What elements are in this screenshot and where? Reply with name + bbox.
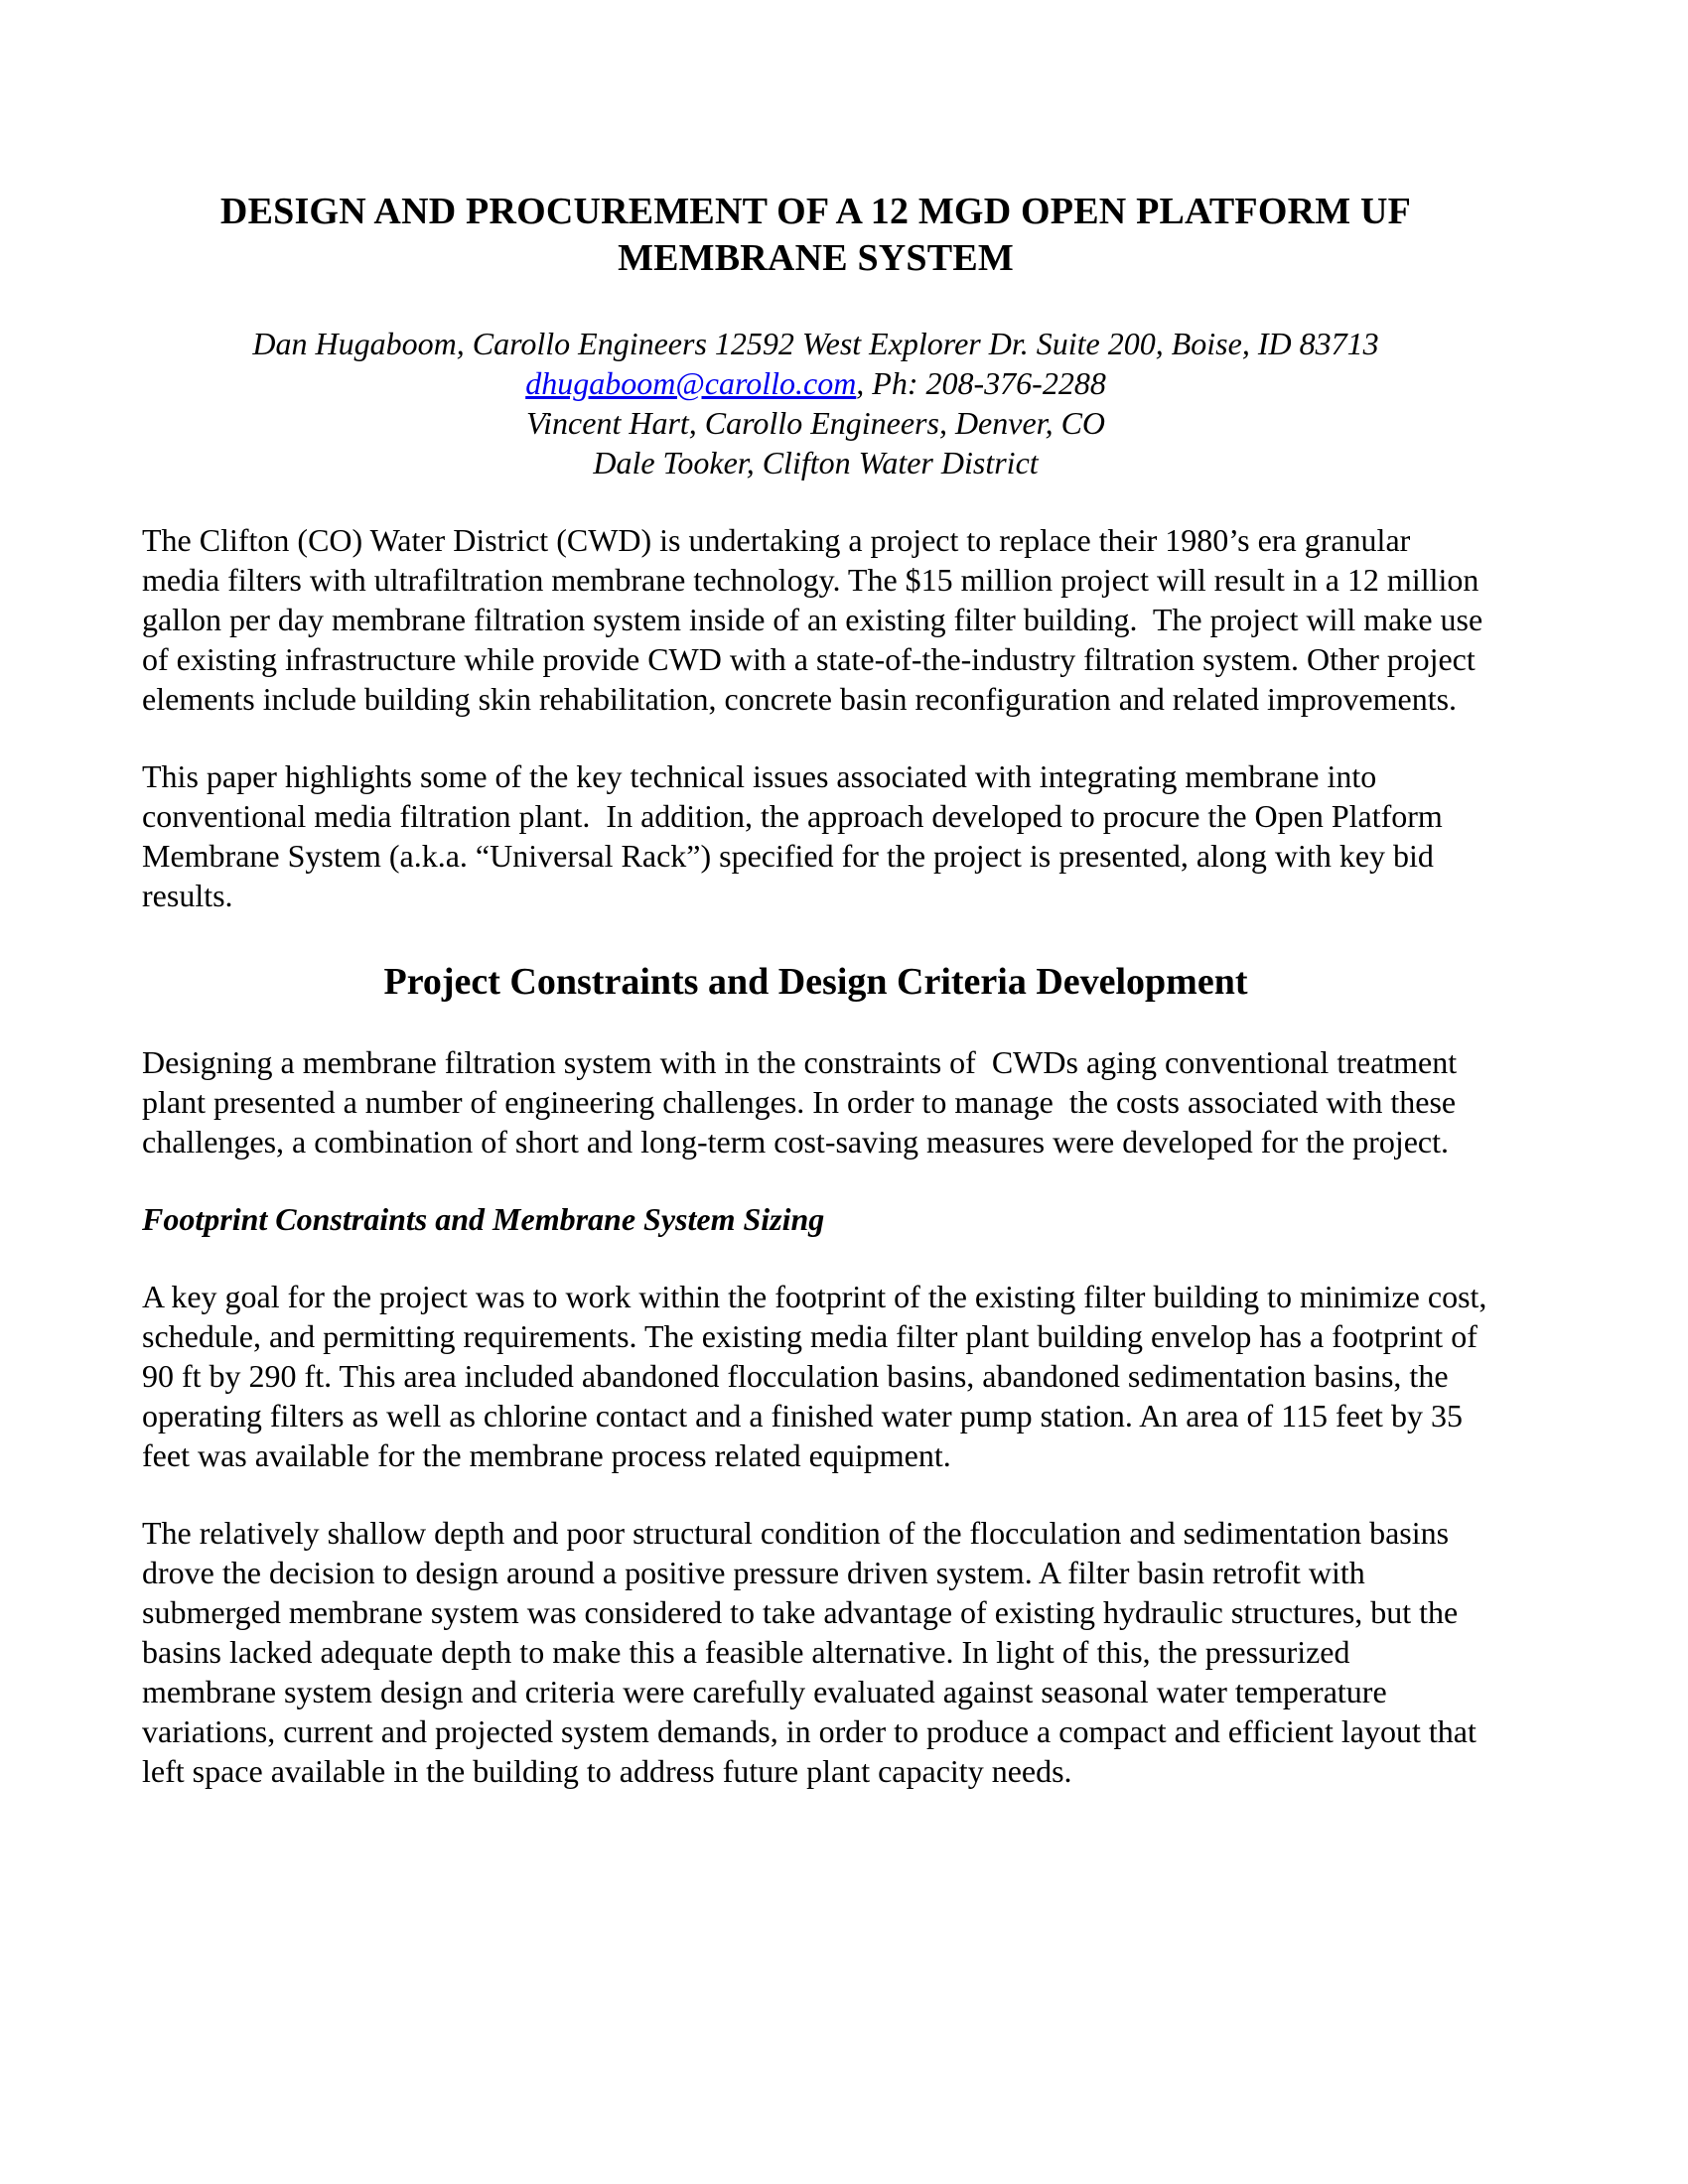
- phone-text: , Ph: 208-376-2288: [856, 365, 1106, 401]
- author-line-contact: [142, 363, 1489, 403]
- email-link[interactable]: dhugaboom@carollo.com: [525, 365, 857, 401]
- paper-title-line-1: DESIGN AND PROCUREMENT OF A 12 MGD OPEN PLATFORM UF: [219, 191, 1412, 232]
- paragraph-paper-overview: This paper highlights some of the key technical issues associated with integrating membrane into conventional media filtration plant. In addition, the approach developed to procure the Open Platform Membrane System (a.k.a. “Universal Rack”) specified for the project is presented, along with key bid results.: [142, 758, 1451, 913]
- author-block: [142, 324, 1489, 482]
- author-line-second-author: Vincent Hart, Carollo Engineers, Denver, CO: [525, 405, 1106, 441]
- paragraph-intro-project: The Clifton (CO) Water District (CWD) is undertaking a project to replace their 1980’s era granular media filters with ultrafiltration membrane technology. The $15 million project will result in a 12 million gallon per day membrane filtration system inside of an existing filter building. The project will make use of existing infrastructure while provide CWD with a state-of-the-industry filtration system. Other project elements include building skin rehabilitation, concrete basin reconfiguration and related improvements.: [142, 522, 1491, 717]
- paragraph-design-challenges: Designing a membrane filtration system with in the constraints of CWDs aging conventional treatment plant presented a number of engineering challenges. In order to manage the costs associated with these challenges, a combination of short and long-term cost-saving measures were developed for the project.: [142, 1044, 1466, 1160]
- paragraph-footprint-goal: A key goal for the project was to work within the footprint of the existing filter building to minimize cost, schedule, and permitting requirements. The existing media filter plant building envelop has a footprint of 90 ft by 290 ft. This area included abandoned flocculation basins, abandoned sedimentation basins, the operating filters as well as chlorine contact and a finished water pump station. An area of 115 feet by 35 feet was available for the membrane process related equipment.: [142, 1279, 1495, 1473]
- section-heading-project-constraints: Project Constraints and Design Criteria Development: [383, 961, 1248, 1003]
- author-line-affiliation: Dan Hugaboom, Carollo Engineers 12592 West Explorer Dr. Suite 200, Boise, ID 83713: [252, 326, 1379, 361]
- paragraph-basin-depth: The relatively shallow depth and poor structural condition of the flocculation and sedimentation basins drove the decision to design around a positive pressure driven system. A filter basin retrofit with submerged membrane system was considered to take advantage of existing hydraulic structures, but the basins lacked adequate depth to make this a feasible alternative. In light of this, the pressurized membrane system design and criteria were carefully evaluated against seasonal water temperature variations, current and projected system demands, in order to produce a compact and efficient layout that left space available in the building to address future plant capacity needs.: [142, 1515, 1484, 1789]
- subsection-heading-footprint: Footprint Constraints and Membrane System Sizing: [142, 1201, 825, 1237]
- paper-title: [142, 189, 1489, 282]
- author-line-third-author: Dale Tooker, Clifton Water District: [593, 445, 1039, 480]
- paper-title-line-2: MEMBRANE SYSTEM: [618, 237, 1014, 279]
